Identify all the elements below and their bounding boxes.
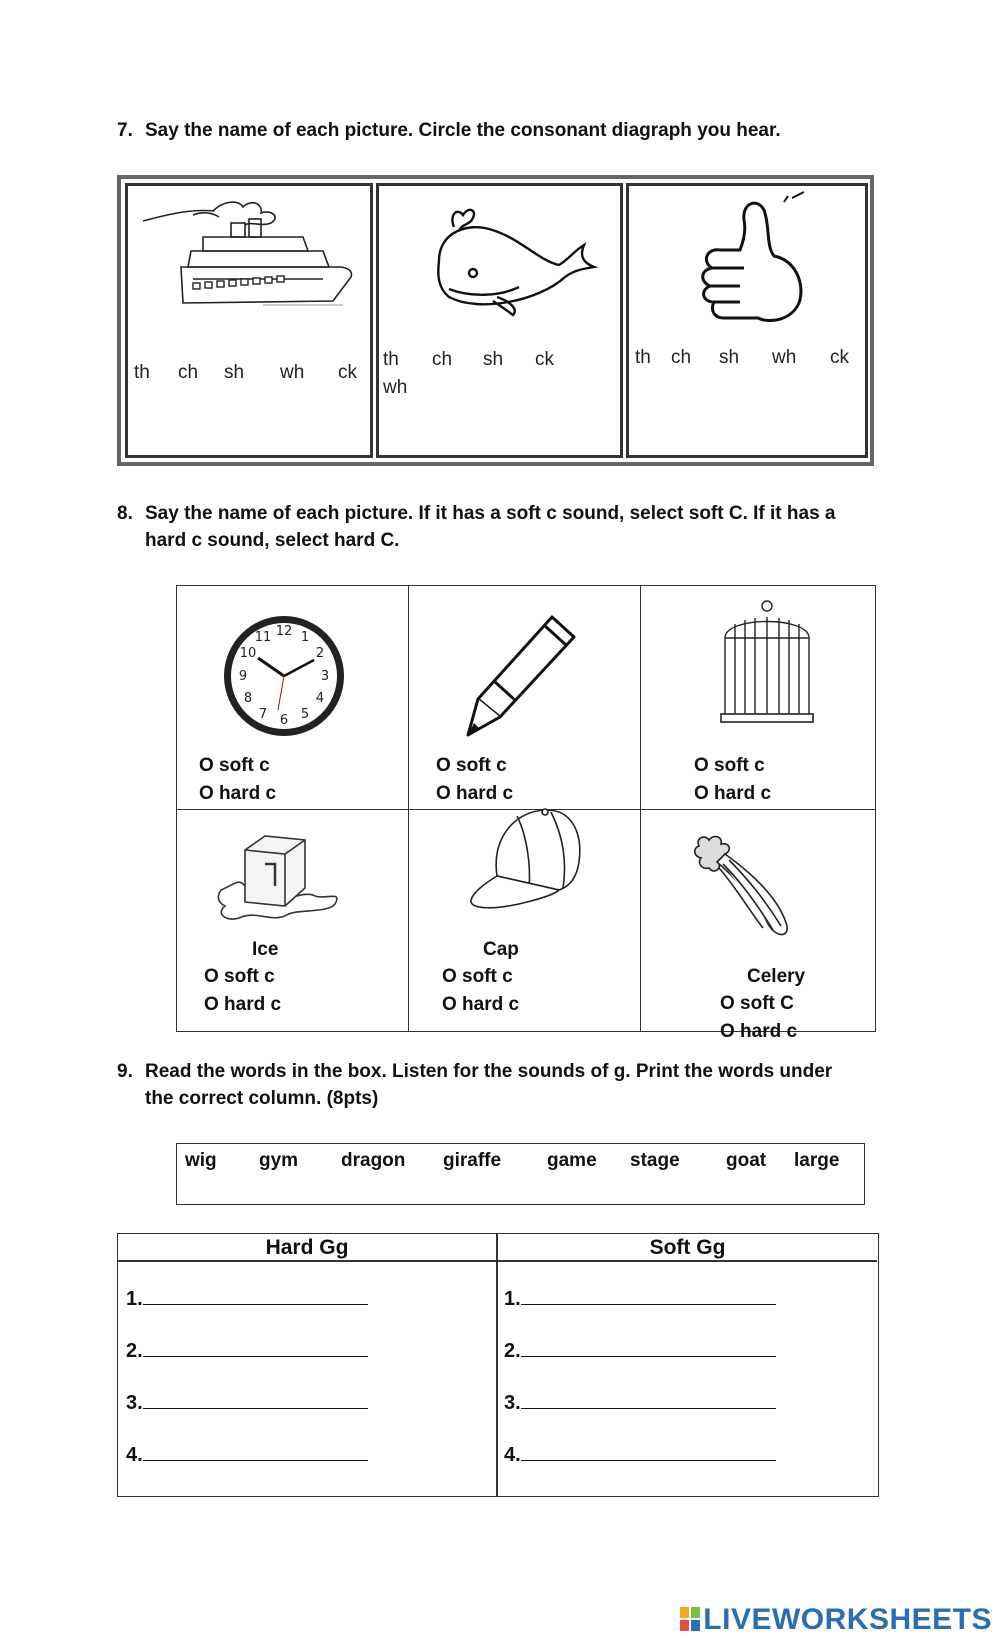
q8-text-line2: hard c sound, select hard C. <box>145 530 400 551</box>
word-item: goat <box>726 1150 767 1171</box>
diagraph-choice[interactable]: ck <box>535 349 554 370</box>
word-item: dragon <box>341 1150 406 1171</box>
soft-g-line[interactable] <box>504 1390 776 1415</box>
q7-picture-table <box>117 175 874 466</box>
q8-text-line1: Say the name of each picture. If it has a soft c sound, select soft C. If it has a <box>145 503 836 524</box>
g-sound-table <box>117 1233 879 1497</box>
option-soft-c[interactable]: O soft c <box>204 966 275 987</box>
hard-g-header: Hard Gg <box>265 1236 349 1259</box>
diagraph-choice[interactable]: ch <box>671 347 692 368</box>
q7-text: Say the name of each picture. Circle the consonant diagraph you hear. <box>145 120 781 141</box>
clock-number: 6 <box>279 713 289 728</box>
diagraph-choice[interactable]: ck <box>338 362 357 383</box>
liveworksheets-brand <box>679 1603 992 1637</box>
option-hard-c[interactable]: O hard c <box>720 1021 798 1042</box>
line-number: 2. <box>504 1340 521 1362</box>
q8-picture-grid <box>176 585 876 1042</box>
option-soft-c[interactable]: O soft c <box>694 755 765 776</box>
diagraph-choice[interactable]: th <box>383 349 399 370</box>
q8-cell-celery <box>641 810 875 1042</box>
line-number: 4. <box>504 1444 521 1466</box>
clock-number: 4 <box>315 691 325 706</box>
option-soft-c[interactable]: O soft c <box>436 755 507 776</box>
clock-number: 11 <box>254 630 272 645</box>
q8-cell-clock <box>177 586 409 810</box>
table-column-divider <box>496 1234 498 1496</box>
clock-number: 3 <box>320 669 330 684</box>
thumbs-up-icon <box>674 190 824 330</box>
q8-cell-cage <box>641 586 875 810</box>
pencil-icon <box>464 611 584 741</box>
line-number: 2. <box>126 1340 143 1362</box>
clock-number: 12 <box>275 624 293 639</box>
hard-g-line[interactable] <box>126 1338 368 1363</box>
soft-g-line[interactable] <box>504 1286 776 1311</box>
word-item: stage <box>630 1150 680 1171</box>
diagraph-choice[interactable]: sh <box>719 347 740 368</box>
q8-cell-pencil <box>409 586 641 810</box>
option-soft-c[interactable]: O soft C <box>720 993 794 1014</box>
clock-number: 1 <box>300 630 310 645</box>
hard-g-line[interactable] <box>126 1286 368 1311</box>
q9-instruction <box>117 1058 977 1114</box>
picture-word: Celery <box>747 966 806 987</box>
line-number: 4. <box>126 1444 143 1466</box>
clock-number: 7 <box>258 707 268 722</box>
soft-g-line[interactable] <box>504 1338 776 1363</box>
option-hard-c[interactable]: O hard c <box>436 783 514 804</box>
q8-cell-ice <box>177 810 409 1031</box>
word-box <box>176 1143 865 1205</box>
diagraph-choice[interactable]: ch <box>432 349 453 370</box>
q7-instruction <box>117 117 977 145</box>
q7-cell-ship <box>125 183 373 458</box>
clock-number: 9 <box>238 669 248 684</box>
diagraph-choice[interactable]: th <box>635 347 651 368</box>
q9-number: 9. <box>117 1061 133 1082</box>
ice-cube-icon <box>215 830 343 930</box>
q7-number: 7. <box>117 120 133 141</box>
option-soft-c[interactable]: O soft c <box>442 966 513 987</box>
option-hard-c[interactable]: O hard c <box>204 994 282 1015</box>
word-item: wig <box>185 1150 217 1171</box>
clock-icon <box>222 614 346 738</box>
celery-icon <box>691 834 791 944</box>
option-hard-c[interactable]: O hard c <box>199 783 277 804</box>
word-item: gym <box>259 1150 299 1171</box>
brand-text: LIVEWORKSHEETS <box>703 1603 992 1636</box>
q8-cell-cap <box>409 810 641 1031</box>
clock-number: 8 <box>243 691 253 706</box>
line-number: 3. <box>504 1392 521 1414</box>
cap-icon <box>467 806 587 918</box>
liveworksheets-logo-icon <box>679 1606 701 1632</box>
diagraph-choice[interactable]: sh <box>224 362 245 383</box>
diagraph-choice[interactable]: ch <box>178 362 199 383</box>
clock-number: 10 <box>239 646 257 661</box>
word-item: game <box>547 1150 597 1171</box>
line-number: 1. <box>126 1288 143 1310</box>
ship-icon <box>133 191 363 321</box>
word-item: large <box>794 1150 840 1171</box>
birdcage-icon <box>719 598 815 728</box>
q7-cell-thumb <box>626 183 868 458</box>
option-hard-c[interactable]: O hard c <box>694 783 772 804</box>
diagraph-choice[interactable]: sh <box>483 349 504 370</box>
clock-number: 5 <box>300 707 310 722</box>
diagraph-choice[interactable]: th <box>134 362 150 383</box>
hard-g-line[interactable] <box>126 1442 368 1467</box>
q8-instruction <box>117 500 977 556</box>
soft-g-header: Soft Gg <box>649 1236 726 1259</box>
diagraph-choice[interactable]: wh <box>772 347 797 368</box>
line-number: 1. <box>504 1288 521 1310</box>
picture-word: Ice <box>252 939 279 960</box>
diagraph-choice[interactable]: ck <box>830 347 849 368</box>
soft-g-line[interactable] <box>504 1442 776 1467</box>
q9-text-line2: the correct column. (8pts) <box>145 1088 379 1109</box>
q7-cell-whale <box>376 183 623 458</box>
diagraph-choice[interactable]: wh <box>280 362 305 383</box>
whale-icon <box>409 201 599 331</box>
diagraph-choice[interactable]: wh <box>383 377 408 398</box>
q9-text-line1: Read the words in the box. Listen for the sounds of g. Print the words under <box>145 1061 833 1082</box>
q8-number: 8. <box>117 503 133 524</box>
option-soft-c[interactable]: O soft c <box>199 755 270 776</box>
option-hard-c[interactable]: O hard c <box>442 994 520 1015</box>
line-number: 3. <box>126 1392 143 1414</box>
hard-g-line[interactable] <box>126 1390 368 1415</box>
clock-number: 2 <box>315 646 325 661</box>
word-item: giraffe <box>443 1150 502 1171</box>
picture-word: Cap <box>483 939 519 960</box>
